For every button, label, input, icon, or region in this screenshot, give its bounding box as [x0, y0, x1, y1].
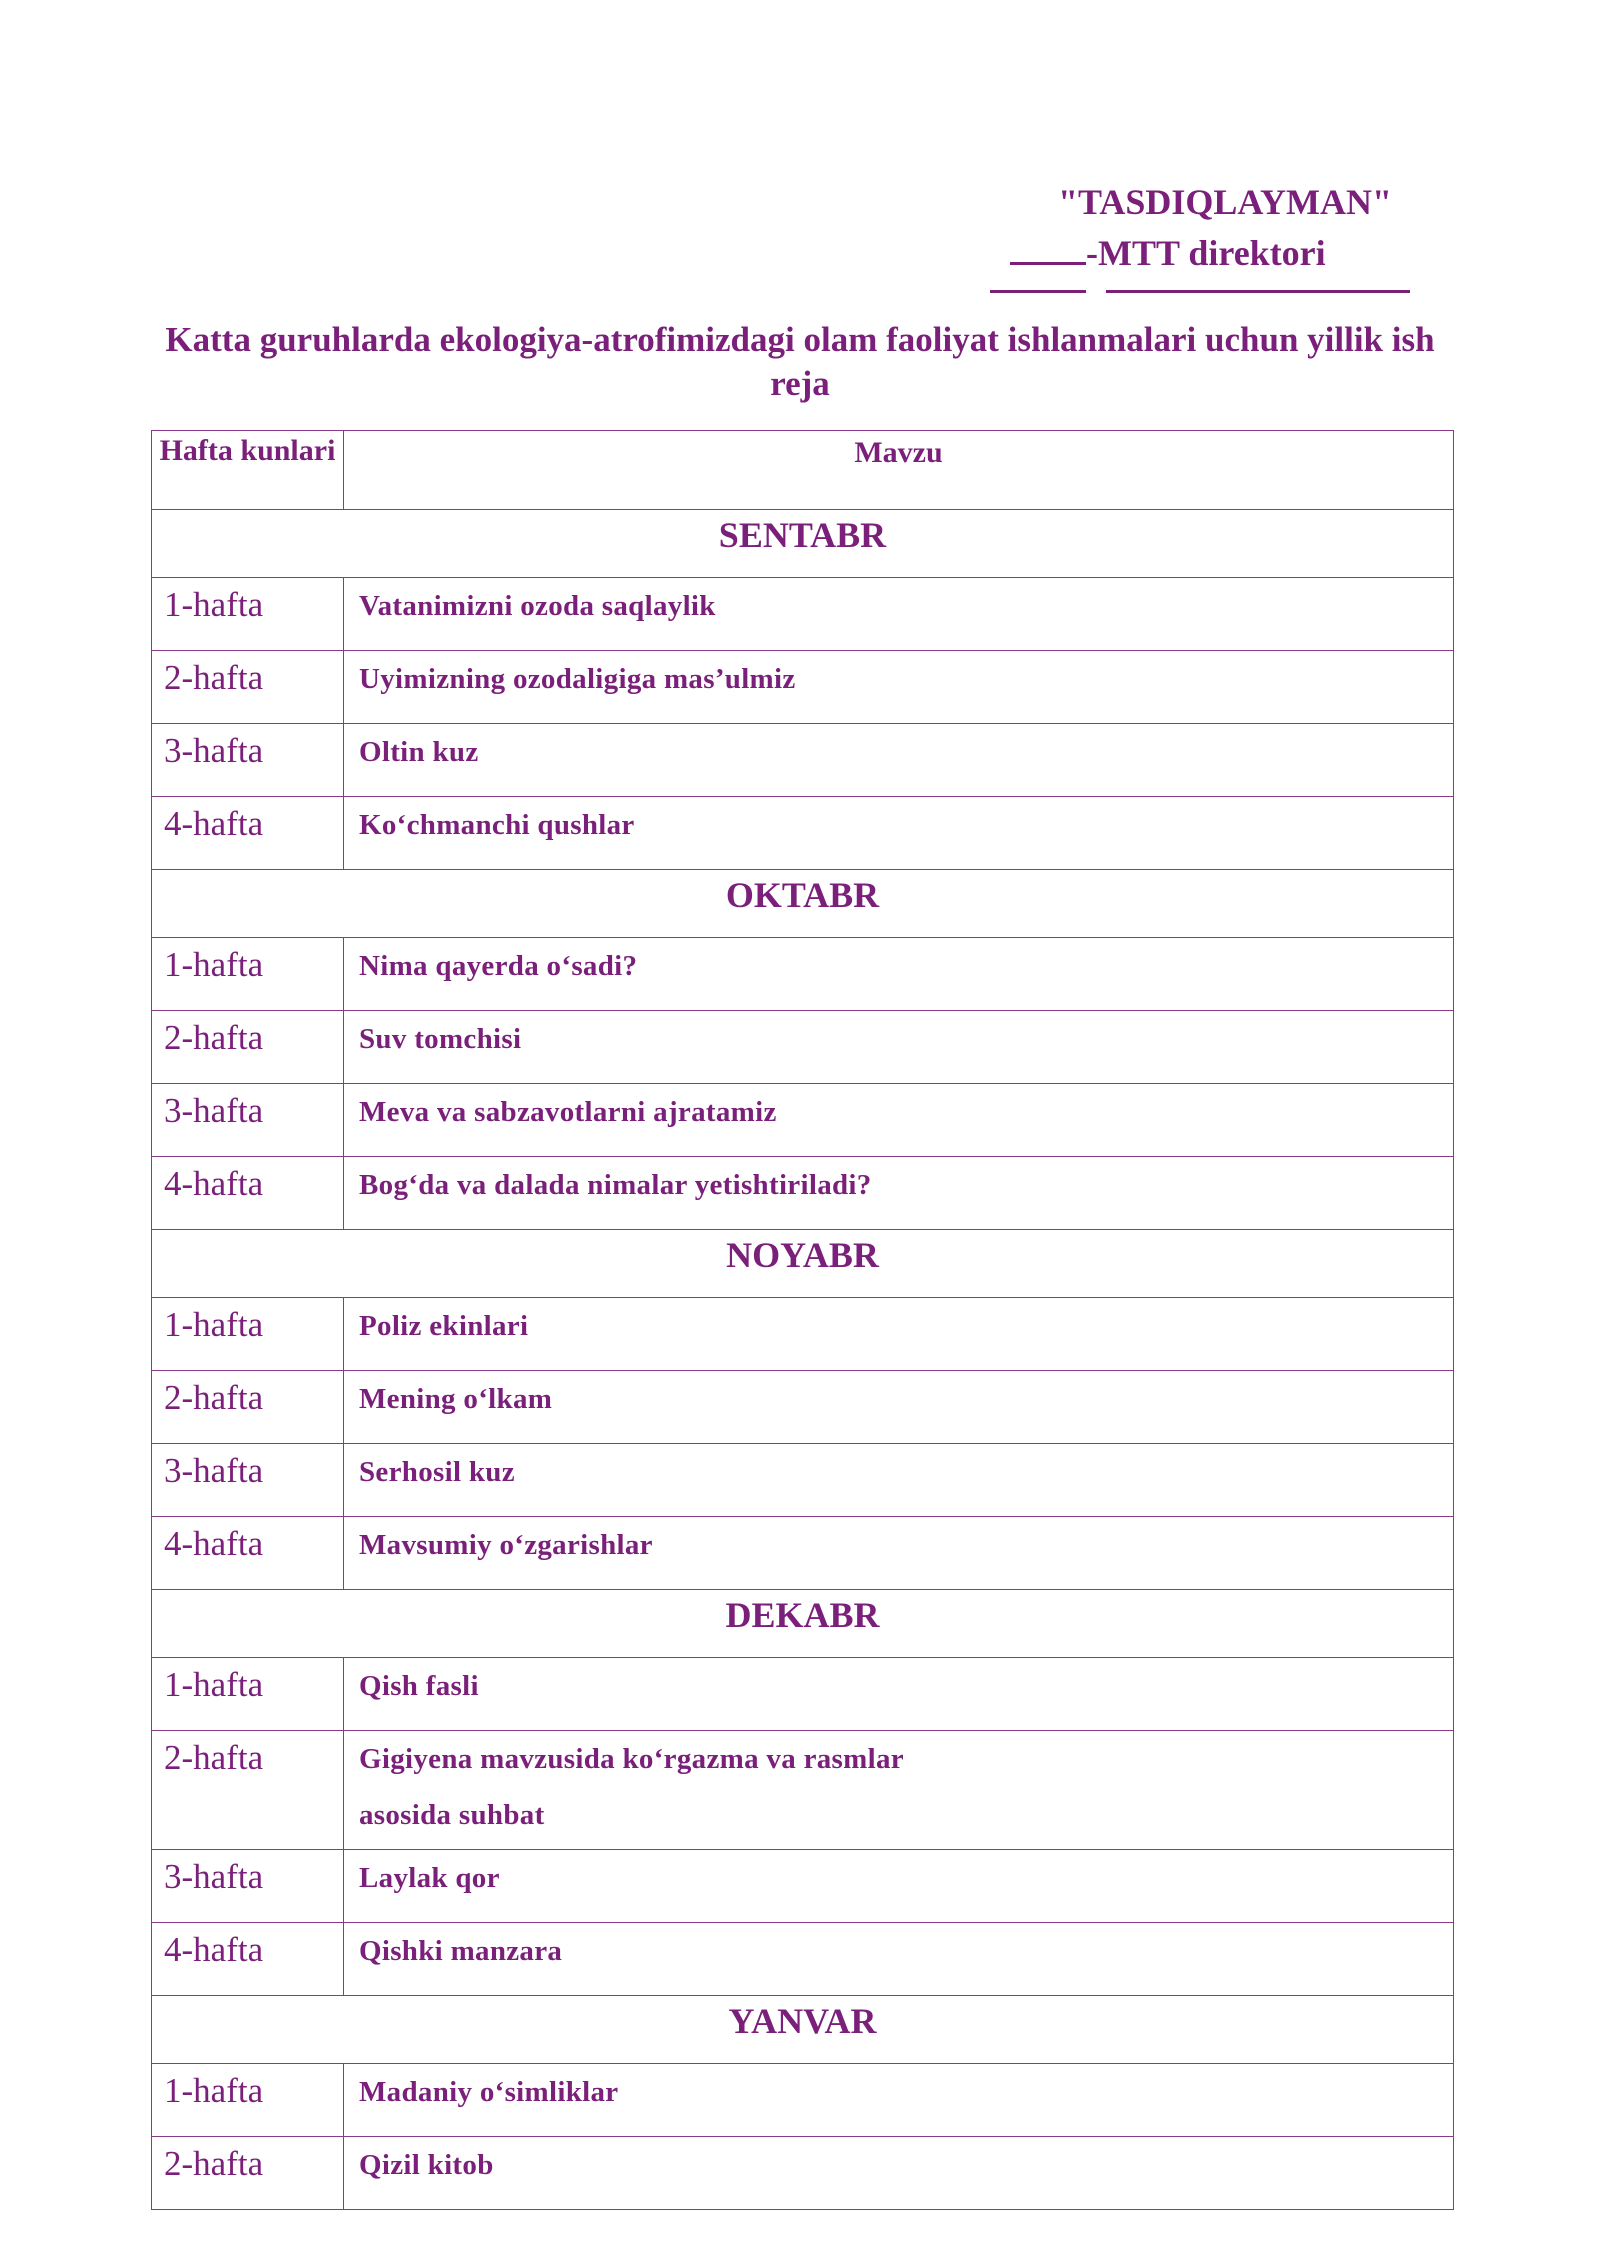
topic-cell: Oltin kuz — [344, 724, 1454, 797]
topic-cell: Mavsumiy o‘zgarishlar — [344, 1517, 1454, 1590]
topic-cell: Ko‘chmanchi qushlar — [344, 797, 1454, 870]
topic-cell: Qizil kitob — [344, 2137, 1454, 2210]
month-row — [152, 870, 1454, 938]
table-row — [152, 1850, 1454, 1923]
week-cell: 2-hafta — [152, 1011, 344, 1084]
week-cell: 1-hafta — [152, 1658, 344, 1731]
table-row — [152, 1517, 1454, 1590]
table-row — [152, 1923, 1454, 1996]
table-row — [152, 797, 1454, 870]
table-row — [152, 724, 1454, 797]
topic-cell: Qishki manzara — [344, 1923, 1454, 1996]
month-row — [152, 1590, 1454, 1658]
table-row — [152, 1371, 1454, 1444]
topic-column-header: Mavzu — [344, 431, 1454, 510]
month-heading: NOYABR — [152, 1230, 1454, 1298]
week-cell: 4-hafta — [152, 1517, 344, 1590]
table-header-row — [152, 431, 1454, 510]
table-row — [152, 1084, 1454, 1157]
table-row — [152, 2064, 1454, 2137]
week-cell: 4-hafta — [152, 1157, 344, 1230]
month-row — [152, 1996, 1454, 2064]
topic-cell: Qish fasli — [344, 1658, 1454, 1731]
table-row — [152, 938, 1454, 1011]
table-row — [152, 651, 1454, 724]
week-cell: 1-hafta — [152, 2064, 344, 2137]
month-row — [152, 510, 1454, 578]
table-row — [152, 1298, 1454, 1371]
director-role: -MTT direktori — [1086, 233, 1326, 273]
table-row — [152, 2137, 1454, 2210]
table-row — [152, 1011, 1454, 1084]
week-cell: 2-hafta — [152, 651, 344, 724]
week-cell: 2-hafta — [152, 2137, 344, 2210]
week-cell: 2-hafta — [152, 1371, 344, 1444]
topic-cell: Meva va sabzavotlarni ajratamiz — [344, 1084, 1454, 1157]
topic-cell: Suv tomchisi — [344, 1011, 1454, 1084]
week-cell: 1-hafta — [152, 578, 344, 651]
week-cell: 2-hafta — [152, 1731, 344, 1850]
topic-cell: Poliz ekinlari — [344, 1298, 1454, 1371]
topic-cell: Uyimizning ozodaligiga mas’ulmiz — [344, 651, 1454, 724]
table-row — [152, 1731, 1454, 1850]
week-cell: 4-hafta — [152, 1923, 344, 1996]
signature-name-blank — [1106, 290, 1410, 293]
table-row — [152, 1658, 1454, 1731]
week-cell: 1-hafta — [152, 1298, 344, 1371]
week-cell: 3-hafta — [152, 1850, 344, 1923]
week-cell: 3-hafta — [152, 1444, 344, 1517]
topic-cell: Serhosil kuz — [344, 1444, 1454, 1517]
topic-cell: Vatanimizni ozoda saqlaylik — [344, 578, 1454, 651]
table-row — [152, 1444, 1454, 1517]
month-heading: YANVAR — [152, 1996, 1454, 2064]
topic-cell: Nima qayerda o‘sadi? — [344, 938, 1454, 1011]
week-cell: 4-hafta — [152, 797, 344, 870]
month-heading: SENTABR — [152, 510, 1454, 578]
month-heading: OKTABR — [152, 870, 1454, 938]
week-cell: 3-hafta — [152, 1084, 344, 1157]
week-cell: 1-hafta — [152, 938, 344, 1011]
director-line — [1010, 226, 1326, 277]
topic-cell: Laylak qor — [344, 1850, 1454, 1923]
signature-date-blank — [990, 290, 1086, 293]
week-cell: 3-hafta — [152, 724, 344, 797]
table-row — [152, 578, 1454, 651]
document-title: Katta guruhlarda ekologiya-atrofimizdagi olam faoliyat ishlanmalari uchun yillik ish reja — [165, 320, 1435, 403]
annual-plan-table — [151, 430, 1454, 2210]
table-row — [152, 1157, 1454, 1230]
month-heading: DEKABR — [152, 1590, 1454, 1658]
month-row — [152, 1230, 1454, 1298]
topic-cell: Madaniy o‘simliklar — [344, 2064, 1454, 2137]
topic-cell: Bog‘da va dalada nimalar yetishtiriladi? — [344, 1157, 1454, 1230]
week-column-header: Hafta kunlari — [152, 431, 344, 510]
topic-cell: Mening o‘lkam — [344, 1371, 1454, 1444]
approval-heading: "TASDIQLAYMAN" — [1058, 182, 1393, 222]
kindergarten-number-blank — [1010, 226, 1086, 265]
topic-cell: Gigiyena mavzusida ko‘rgazma va rasmlar asosida suhbat — [344, 1731, 1454, 1850]
